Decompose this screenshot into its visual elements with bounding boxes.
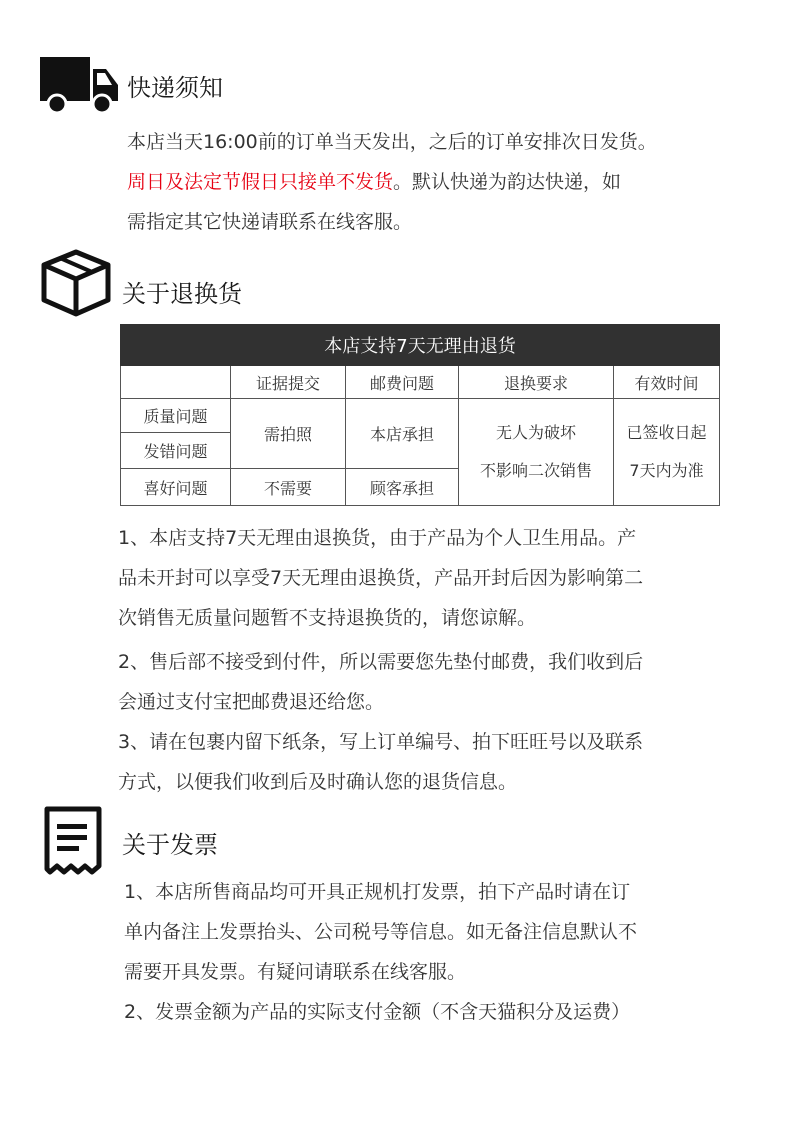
shipping-fee-cell: 本店承担 bbox=[346, 399, 459, 469]
note-line: 2、售后部不接受到付件，所以需要您先垫付邮费，我们收到后 bbox=[118, 651, 644, 673]
shipping-line-rest: 。默认快递为韵达快递，如 bbox=[393, 171, 622, 193]
valid-time-cell bbox=[614, 399, 720, 506]
note-line: 会通过支付宝把邮费退还给您。 bbox=[118, 691, 385, 713]
box-icon bbox=[40, 248, 112, 318]
shipping-text bbox=[127, 122, 727, 242]
shipping-line: 本店当天16:00前的订单当天发出，之后的订单安排次日发货。 bbox=[127, 131, 657, 153]
returns-title: 关于退换货 bbox=[122, 280, 242, 308]
shipping-line: 需指定其它快递请联系在线客服。 bbox=[127, 211, 413, 233]
valid-time-line: 7天内为准 bbox=[629, 461, 704, 480]
column-header: 有效时间 bbox=[614, 366, 720, 399]
note-line: 方式，以便我们收到后及时确认您的退货信息。 bbox=[118, 771, 518, 793]
invoice-line: 1、本店所售商品均可开具正规机打发票，拍下产品时请在订 bbox=[124, 881, 631, 903]
return-note bbox=[118, 518, 730, 638]
no-ship-holiday-notice: 周日及法定节假日只接单不发货 bbox=[127, 171, 394, 193]
invoice-line: 2、发票金额为产品的实际支付金额（不含天猫积分及运费） bbox=[124, 1001, 631, 1023]
note-line: 3、请在包裹内留下纸条，写上订单编号、拍下旺旺号以及联系 bbox=[118, 731, 644, 753]
row-label: 喜好问题 bbox=[121, 469, 231, 506]
truck-icon bbox=[40, 55, 120, 115]
invoice-line: 需要开具发票。有疑问请联系在线客服。 bbox=[124, 961, 467, 983]
valid-time-line: 已签收日起 bbox=[626, 423, 707, 442]
shipping-fee-cell: 顾客承担 bbox=[346, 469, 459, 506]
column-header: 退换要求 bbox=[459, 366, 614, 399]
column-header: 邮费问题 bbox=[346, 366, 459, 399]
return-notes bbox=[118, 518, 730, 802]
note-line: 1、本店支持7天无理由退换货，由于产品为个人卫生用品。产 bbox=[118, 527, 637, 549]
return-note bbox=[118, 642, 730, 722]
return-requirement-cell bbox=[459, 399, 614, 506]
table-header: 本店支持7天无理由退货 bbox=[121, 325, 720, 366]
invoice-text bbox=[124, 872, 734, 1032]
invoice-title: 关于发票 bbox=[122, 831, 218, 859]
requirement-line: 无人为破坏 bbox=[495, 423, 576, 442]
return-policy-table bbox=[120, 324, 720, 506]
note-line: 品未开封可以享受7天无理由退换货，产品开封后因为影响第二 bbox=[118, 567, 644, 589]
column-header: 证据提交 bbox=[231, 366, 346, 399]
shipping-line bbox=[127, 162, 727, 202]
receipt-icon bbox=[44, 806, 102, 876]
requirement-line: 不影响二次销售 bbox=[479, 461, 592, 480]
row-label: 质量问题 bbox=[121, 399, 231, 433]
return-note bbox=[118, 722, 730, 802]
note-line: 次销售无质量问题暂不支持退换货的，请您谅解。 bbox=[118, 607, 537, 629]
row-label: 发错问题 bbox=[121, 433, 231, 469]
evidence-cell: 不需要 bbox=[231, 469, 346, 506]
table-corner-cell bbox=[121, 366, 231, 399]
shipping-title: 快递须知 bbox=[127, 74, 223, 102]
evidence-cell: 需拍照 bbox=[231, 399, 346, 469]
invoice-line: 单内备注上发票抬头、公司税号等信息。如无备注信息默认不 bbox=[124, 921, 638, 943]
